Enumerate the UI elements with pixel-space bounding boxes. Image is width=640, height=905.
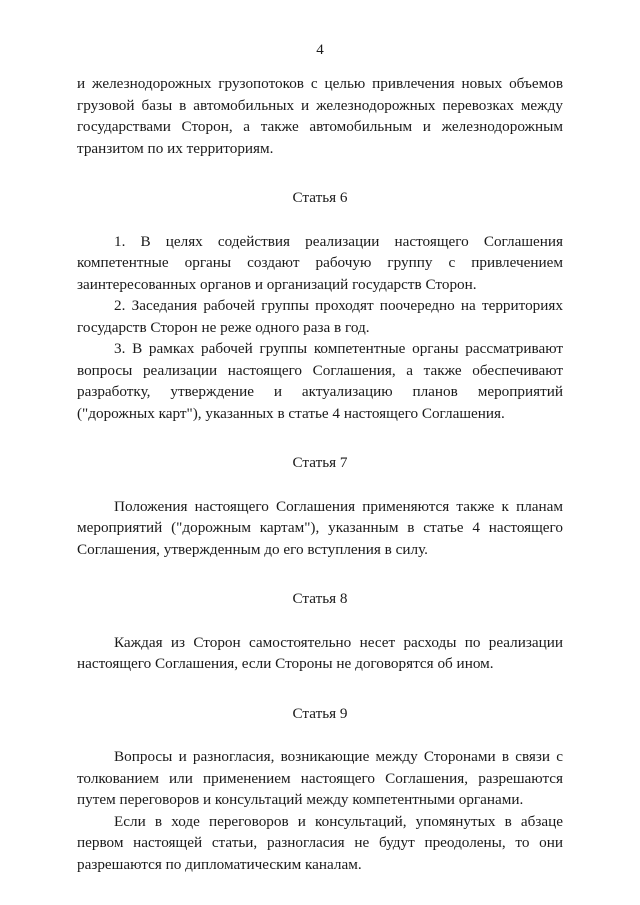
intro-paragraph: и железнодорожных грузопотоков с целью привлечения новых объемов грузовой базы в автомобильных и железнодорожных перевозках между государствами Сторон, а также автомобильным и железнодорожным транзитом по их территориям. [77,75,563,157]
article-8-paragraph-1: Каждая из Сторон самостоятельно несет расходы по реализации настоящего Соглашения, если Стороны не договорятся об ином. [77,633,563,672]
article-9-paragraph-2: Если в ходе переговоров и консультаций, упомянутых в абзаце первом настоящей статьи, разногласия не будут преодолены, то они разрешаются по дипломатическим каналам. [77,812,563,873]
article-6-heading: Статья 6 [292,189,348,206]
article-8-heading: Статья 8 [292,590,348,607]
article-9-heading: Статья 9 [292,704,348,722]
article-6-paragraph-2: 2. Заседания рабочей группы проходят поочередно на территориях государств Сторон не реже одного раза в год. [77,297,563,336]
page-number: 4 [316,42,324,58]
article-6-paragraph-3: 3. В рамках рабочей группы компетентные органы рассматривают вопросы реализации настоящего Соглашения, а также обеспечивают разработку, утверждение и актуализацию планов мероприятий ("дорожных карт"), указанных в статье 4 настоящего Соглашения. [77,340,563,422]
article-7-paragraph-1: Положения настоящего Соглашения применяются также к планам мероприятий ("дорожным картам"), указанным в статье 4 настоящего Соглашения, утвержденным до его вступления в силу. [77,497,563,558]
document-body [77,73,563,875]
article-7-heading: Статья 7 [292,454,348,471]
article-9-paragraph-1: Вопросы и разногласия, возникающие между Сторонами в связи с толкованием или применением настоящего Соглашения, разрешаются путем переговоров и консультаций между компетентными органами. [77,748,563,808]
article-6-paragraph-1: 1. В целях содействия реализации настоящего Соглашения компетентные органы создают рабочую группу с привлечением заинтересованных органов и организаций государств Сторон. [77,232,563,293]
